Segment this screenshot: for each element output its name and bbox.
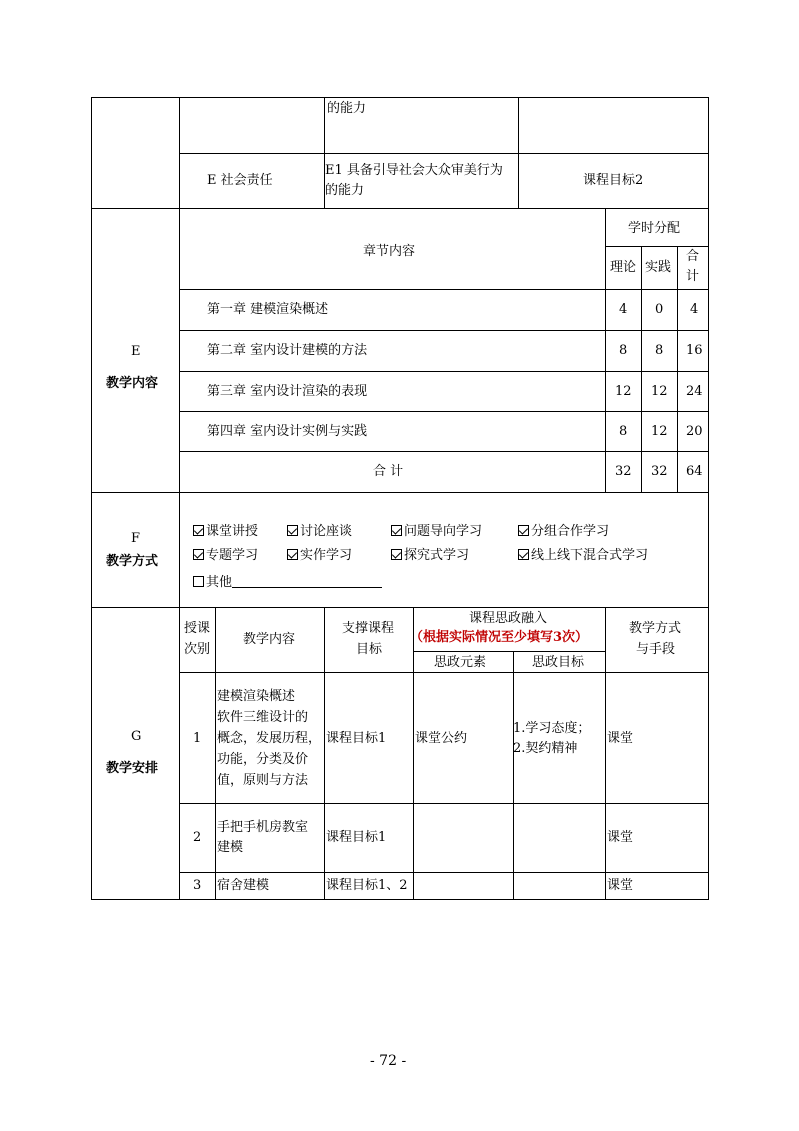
methods-label: 教学方式 [106, 554, 159, 569]
content-line: 软件三维设计的 [217, 710, 309, 725]
header-session-1: 授课 [184, 621, 211, 636]
e-social-responsibility-label: E 社会责任 [207, 173, 273, 188]
method-option[interactable]: 讨论座谈 [287, 523, 352, 541]
sizheng-target-line: 2.契约精神 [513, 741, 578, 756]
e1-line-1: E1 具备引导社会大众审美行为 [325, 163, 503, 178]
content-line: 宿舍建模 [217, 878, 270, 893]
hours-header: 学时分配 [628, 221, 681, 236]
method-option[interactable]: 问题导向学习 [391, 523, 482, 541]
sum-theory: 32 [615, 464, 632, 479]
teaching-method: 课堂 [607, 830, 634, 845]
content-line: 建模渲染概述 [217, 689, 296, 704]
method-option[interactable]: 线上线下混合式学习 [518, 547, 648, 565]
page-number: - 72 - [370, 1053, 407, 1069]
checkbox-checked-icon[interactable] [287, 549, 298, 560]
header-target: 思政目标 [532, 655, 585, 670]
chapter-title: 第三章 室内设计渲染的表现 [207, 384, 368, 399]
total-hours: 24 [686, 384, 703, 399]
theory-hours: 8 [619, 343, 628, 358]
teaching-method: 课堂 [607, 731, 634, 746]
practice-hours: 12 [651, 424, 668, 439]
content-line: 概念，发展历程， [217, 731, 322, 746]
header-session-2: 次别 [184, 642, 211, 657]
content-label: 教学内容 [106, 376, 159, 391]
col-total-1: 合 [686, 249, 700, 264]
sum-label: 合 计 [373, 464, 404, 479]
practice-hours: 8 [655, 343, 664, 358]
methods-label-letter: F [131, 531, 141, 546]
session-number: 1 [193, 731, 202, 746]
checkbox-checked-icon[interactable] [518, 549, 529, 560]
chapter-header: 章节内容 [363, 244, 416, 259]
schedule-label-letter: G [131, 729, 142, 744]
checkbox-checked-icon[interactable] [287, 525, 298, 536]
header-method-2: 与手段 [636, 642, 676, 657]
checkbox-checked-icon[interactable] [193, 549, 204, 560]
method-option[interactable]: 分组合作学习 [518, 523, 609, 541]
chapter-title: 第四章 室内设计实例与实践 [207, 424, 368, 439]
header-element: 思政元素 [434, 655, 487, 670]
checkbox-checked-icon[interactable] [193, 525, 204, 536]
total-hours: 4 [690, 302, 699, 317]
e1-line-2: 的能力 [325, 183, 365, 198]
col-theory: 理论 [610, 260, 637, 275]
content-label-letter: E [131, 344, 141, 359]
sum-total: 64 [686, 464, 703, 479]
sizheng-target-line: 1.学习态度； [513, 721, 591, 736]
checkbox-empty-icon[interactable] [193, 576, 204, 587]
theory-hours: 12 [615, 384, 632, 399]
header-sizheng-note: （根据实际情况至少填写3次） [410, 630, 589, 645]
col-total-2: 计 [686, 269, 700, 284]
checkbox-checked-icon[interactable] [391, 549, 402, 560]
col-practice: 实践 [645, 260, 672, 275]
teaching-method: 课堂 [607, 878, 634, 893]
support-goal: 课程目标1 [326, 731, 387, 746]
method-option-other[interactable]: 其他 [193, 573, 382, 592]
chapter-title: 第二章 室内设计建模的方法 [207, 343, 368, 358]
session-number: 2 [193, 830, 202, 845]
header-sizheng: 课程思政融入 [469, 611, 548, 626]
schedule-label: 教学安排 [106, 761, 159, 776]
header-content: 教学内容 [243, 632, 296, 647]
session-number: 3 [193, 878, 202, 893]
practice-hours: 0 [655, 302, 664, 317]
total-hours: 20 [686, 424, 703, 439]
content-line: 值，原则与方法 [217, 773, 309, 788]
theory-hours: 4 [619, 302, 628, 317]
sum-practice: 32 [651, 464, 668, 479]
method-option[interactable]: 实作学习 [287, 547, 352, 565]
course-goal-2: 课程目标2 [583, 173, 644, 188]
support-goal: 课程目标1、2 [326, 878, 408, 893]
content-line: 功能，分类及价 [217, 752, 309, 767]
header-method-1: 教学方式 [629, 621, 682, 636]
chapter-title: 第一章 建模渲染概述 [207, 302, 329, 317]
continuation-text: 的能力 [327, 101, 367, 116]
checkbox-checked-icon[interactable] [518, 525, 529, 536]
content-line: 手把手机房教室 [217, 820, 309, 835]
header-goal-1: 支撑课程 [342, 621, 395, 636]
total-hours: 16 [686, 343, 703, 358]
header-goal-2: 目标 [356, 642, 383, 657]
content-line: 建模 [217, 840, 244, 855]
sizheng-element: 课堂公约 [415, 731, 468, 746]
method-option[interactable]: 探究式学习 [391, 547, 469, 565]
practice-hours: 12 [651, 384, 668, 399]
method-option[interactable]: 专题学习 [193, 547, 258, 565]
checkbox-checked-icon[interactable] [391, 525, 402, 536]
support-goal: 课程目标1 [326, 830, 387, 845]
other-blank-line[interactable] [232, 573, 382, 588]
theory-hours: 8 [619, 424, 628, 439]
method-option[interactable]: 课堂讲授 [193, 523, 258, 541]
